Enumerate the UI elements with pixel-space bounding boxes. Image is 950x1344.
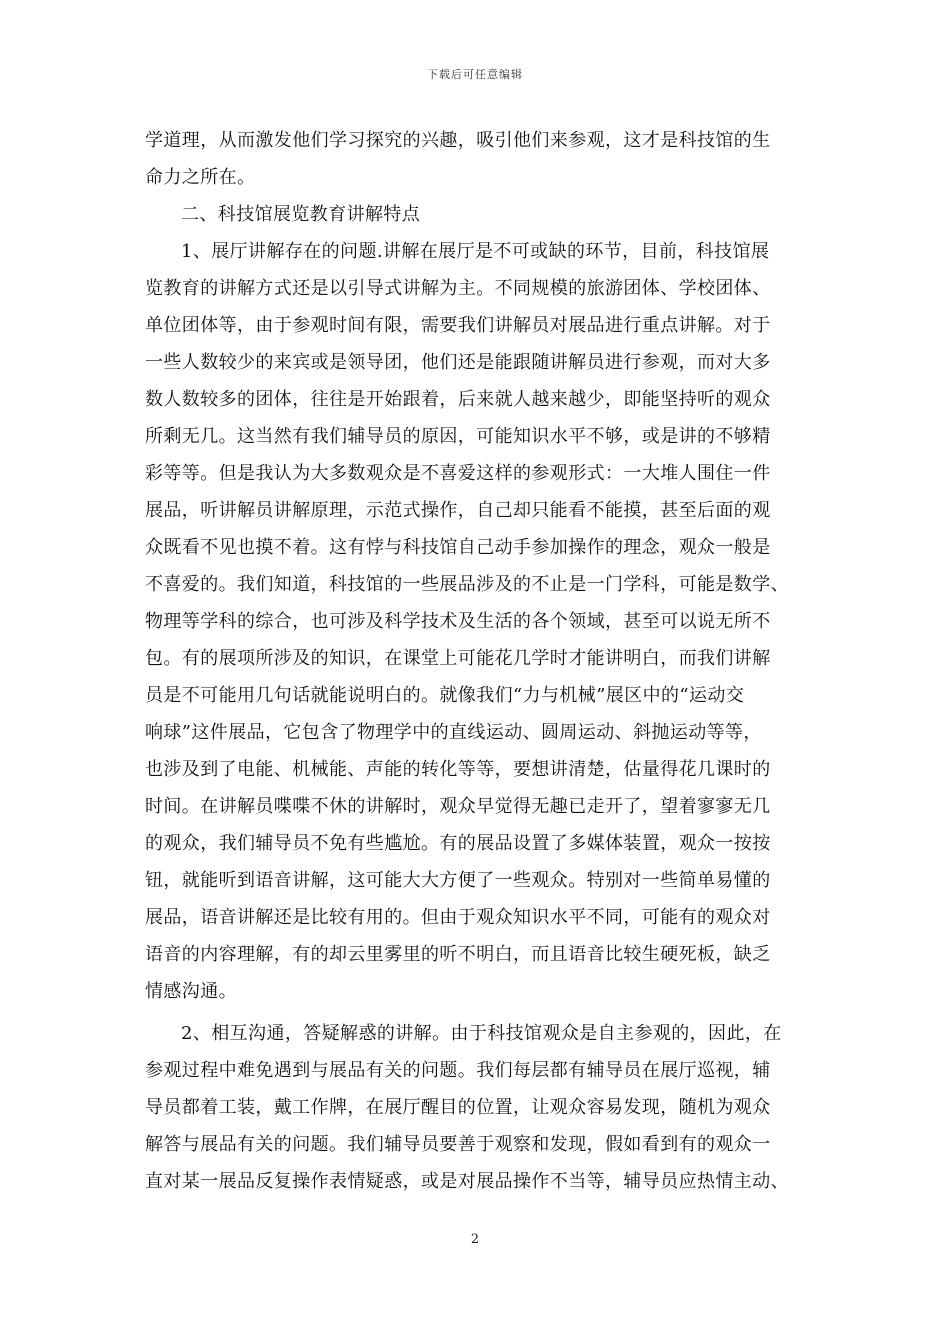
page-number: 2 <box>470 1232 480 1247</box>
text-line: 展品，语音讲解还是比较有用的。但由于观众知识水平不同，可能有的观众对 <box>145 907 771 928</box>
text-line: 员是不可能用几句话就能说明白的。就像我们“力与机械”展区中的“运动交 <box>145 685 745 706</box>
text-line: 览教育的讲解方式还是以引导式讲解为主。不同规模的旅游团体、学校团体、 <box>145 278 771 299</box>
text-line: 不喜爱的。我们知道，科技馆的一些展品涉及的不止是一门学科，可能是数学、 <box>145 574 789 595</box>
page-header: 下载后可任意编辑 <box>427 68 523 81</box>
text-line: 彩等等。但是我认为大多数观众是不喜爱这样的参观形式：一大堆人围住一件 <box>145 463 771 484</box>
document-body <box>145 122 805 1200</box>
text-line: 展品，听讲解员讲解原理，示范式操作，自己却只能看不能摸，甚至后面的观 <box>145 500 771 521</box>
text-line: 学道理，从而激发他们学习探究的兴趣，吸引他们来参观，这才是科技馆的生 <box>145 130 771 151</box>
text-line: 直对某一展品反复操作表情疑惑，或是对展品操作不当等，辅导员应热情主动、 <box>145 1171 789 1192</box>
text-line: 的观众，我们辅导员不免有些尴尬。有的展品设置了多媒体装置，观众一按按 <box>145 833 771 854</box>
paragraph-exhibit-explanation-issues <box>145 233 805 1010</box>
text-line: 2、相互沟通，答疑解惑的讲解。由于科技馆观众是自主参观的，因此，在 <box>181 1023 782 1044</box>
text-line: 众既看不见也摸不着。这有悖与科技馆自己动手参加操作的理念，观众一般是 <box>145 537 771 558</box>
text-line: 也涉及到了电能、机械能、声能的转化等等，要想讲清楚，估量得花几课时的 <box>145 759 771 780</box>
text-line: 语音的内容理解，有的却云里雾里的听不明白，而且语音比较生硬死板，缺乏 <box>145 944 771 965</box>
text-line: 钮，就能听到语音讲解，这可能大大方便了一些观众。特别对一些简单易懂的 <box>145 870 771 891</box>
text-line: 解答与展品有关的问题。我们辅导员要善于观察和发现，假如看到有的观众一 <box>145 1134 771 1155</box>
text-line: 包。有的展项所涉及的知识，在课堂上可能花几学时才能讲明白，而我们讲解 <box>145 648 771 669</box>
paragraph-interactive-explanation <box>145 1015 805 1200</box>
paragraph-continuation <box>145 122 805 196</box>
text-line: 所剩无几。这当然有我们辅导员的原因，可能知识水平不够，或是讲的不够精 <box>145 426 771 447</box>
heading-line: 二、科技馆展览教育讲解特点 <box>181 204 421 225</box>
text-line: 物理等学科的综合，也可涉及科学技术及生活的各个领域，甚至可以说无所不 <box>145 611 771 632</box>
section-heading <box>145 196 805 233</box>
text-line: 响球”这件展品，它包含了物理学中的直线运动、圆周运动、斜抛运动等等， <box>145 722 762 743</box>
text-line: 命力之所在。 <box>145 167 256 188</box>
text-line: 时间。在讲解员喋喋不休的讲解时，观众早觉得无趣已走开了，望着寥寥无几 <box>145 796 771 817</box>
text-line: 数人数较多的团体，往往是开始跟着，后来就人越来越少，即能坚持听的观众 <box>145 389 771 410</box>
text-line: 单位团体等，由于参观时间有限，需要我们讲解员对展品进行重点讲解。对于 <box>145 315 771 336</box>
text-line: 1、展厅讲解存在的问题.讲解在展厅是不可或缺的环节，目前，科技馆展 <box>181 241 770 262</box>
text-line: 参观过程中难免遇到与展品有关的问题。我们每层都有辅导员在展厅巡视，辅 <box>145 1060 771 1081</box>
text-line: 一些人数较少的来宾或是领导团，他们还是能跟随讲解员进行参观，而对大多 <box>145 352 771 373</box>
text-line: 导员都着工装，戴工作牌，在展厅醒目的位置，让观众容易发现，随机为观众 <box>145 1097 771 1118</box>
text-line: 情感沟通。 <box>145 981 237 1002</box>
